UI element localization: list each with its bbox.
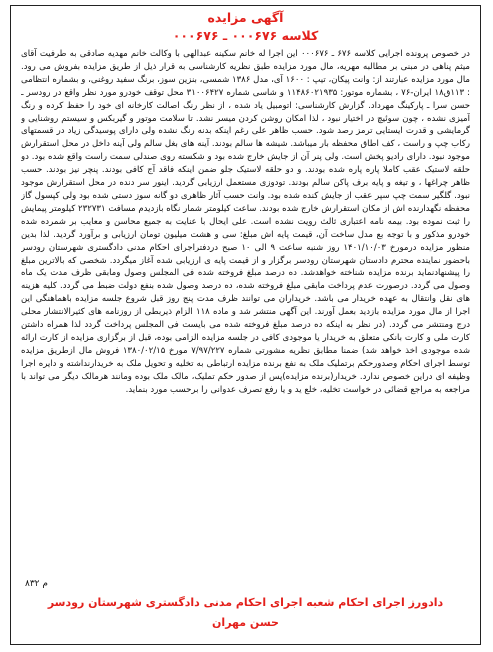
file-number: کلاسه ۰۰۰۶۷۶ ـ ۰۰۰۶۷۶ [172,28,319,43]
signature-name: حسن مهران [212,616,279,629]
reference-code: م ۸۳۲ [25,579,48,589]
signature-title: دادورز اجرای احکام شعبه اجرای احکام مدنی دادگستری شهرستان رودسر [47,596,444,609]
auction-notice [10,5,481,645]
notice-body: در خصوص پرونده اجرایی کلاسه ۶۷۶ ـ ۰۰۰۶۷۶ این اجرا له خانم سکینه عبدالهی با وکالت خانم مهدیه صادقی به طرفیت آقای میثم پناهی در مبنی بر مطالبه مهریه، مال مورد مزایده طبق نظریه کارشناسی به قرار ذیل از طریق مزایده بفروش می رود. مال مورد مزایده عبارتند از: وانت پیکان، تیپ : ۱۶۰۰ آی، مدل ۱۳۸۶ شمسی، بنزین سوز، برنگ سفید روغنی، و بشماره انتظامی : ۱۱۳ق۱۸ ایران-۷۶ ، بشماره موتور: ۱۱۴۸۶۰۲۱۹۳۵ و شاسی شماره ۳۱۰۰۶۴۲۷ محل توقف خودرو مورد نظر واقع در رودسر ـ حسن سرا ـ پارکینگ مهرداد. گزارش کارشناسی: اتومبیل یاد شده ، از نظر رنگ اصالت کارخانه ای خود را حفظ کرده و رنگ آمیزی نشده ، چون سوئیچ در اختیار نبود ، لذا امکان روشن کردن میسر نشد. تا سلامت موتور و گیربکس و سیستم روشنایی و گرمایشی و قدرت ایستایی ترمز رصد شود. حسب ظاهر علی رغم اینکه بدنه رنگ نشده ولی دارای پوسیدگی زیاد در قسمتهای رکاب چپ و راست ، کف اطاق محفظه بار میباشد. شیشه ها سالم بودند. آینه های بغل سالم ولی آینه داخل در محل استقرارش موجود نبود. دارای رادیو پخش است. ولی پنر آن از جایش خارج شده بود و شکسته روی صندلی سمت راست واقع شده بود. دو حلقه لاستیک عقب کاملا پاره پاره شده بودند. و دو حلقه لاستیک جلو ضمن اینکه فاقد آج کافی بودند. پنچر نیز بودند. حسب ظاهر چراغها ، و تیغه و پایه برف پاکن سالم بودند. تودوزی مستعمل ارزیابی گردید. اینور سر دنده در محل استقرارش موجود نبود. گلگیر سمت چپ سپر عقب از جایش کنده شده بود. وانت حسب آثار ظاهری دو گانه سوز دستی شده بود ولی کپسول گاز محفظه نگهدارنده اش از مکان استقرارش خارج شده بودند. ساعت کیلومتر شمار نگاه بازدیدم مسافت ۲۳۲۷۳۱ کیلومتر پیمایش را ثبت نموده بود. بیمه نامه اعتباری ثالث رویت نشده است. علی ایحال با عنایت به جمیع محاسن و معایب بر شمرده شده خودرو مذکور و با توجه بع مدل ساخت آن، قیمت پایه اش مبلغ: سی و هشت میلیون تومان ارزیابی و برآورد گردید. لذا بدین منظور مزایده درمورخ ۱۴۰۱/۱۰/۰۳ روز شنبه ساعت ۹ الی ۱۰ صبح دردفتراجرای احکام مدنی دادگستری شهرستان رودسر باحضور نماینده محترم دادستان شهرستان رودسر برگزار و از قیمت پایه ی ارزیابی شده آغاز میگردد. شخصی که بالاترین مبلغ را پیشنهادنماید برنده مزایده شناخته خواهدشد. ده درصد مبلغ فروخته شده فی المجلس وصول ومابقی ظرف مدت یک ماه وصول می گردد. درصورت عدم پرداخت مابقی مبلغ فروخته شده، ده درصد وصول شده بنفع دولت ضبط می گردد. کلیه هزینه های نقل وانتقال به عهده خریدار می باشد. خریداران می توانند ظرف مدت پنج روز قبل شروع جلسه مزایده باهماهنگی این اجرا از مال مورد مزایده بازدید بعمل آورند. این آگهی منتشر شد و ماده ۱۱۸ الزام ذیربطی از روزنامه های کثیرالانتشار محلی درج ومنتشر می گردد. (در نظر به اینکه ده درصد مبلغ فروخته شده می بایست فی المجلس پرداخت گردد لذا همراه داشتن کارت ملی و کارت بانکی متعلق به خریدار یا موجودی کافی در جلسه مزایده الزامی بوده، قبل از برگزاری مزایده از کارت ارائه شده موجودی اخذ خواهد شد) ضمنا مطابق نظریه مشورتی شماره ۷/۹۷/۲۲۷ مورخ ۱۳۸۰/۰۲/۱۵ فروش مال ازطریق مزایده توسط اجرای احکام وصدورحکم برتملیک ملک به نفع برنده مزایده ارتباطی به تخلیه و تحویل ملک به خریدارنداشته و دایره اجرا وظیفه ای دراین خصوص ندارد. خریدار(برنده مزایده)پس از صدور حکم تملیک، مالک ملک بوده ومانند هرمالک دیگر می تواند با مراجعه به مراجع قضائی در خواست تخلیه، خلع ید و یا رفع تصرف عدوانی را برحسب مورد بنماید. [21,49,470,395]
notice-title: آگهی مزایده [207,10,284,25]
